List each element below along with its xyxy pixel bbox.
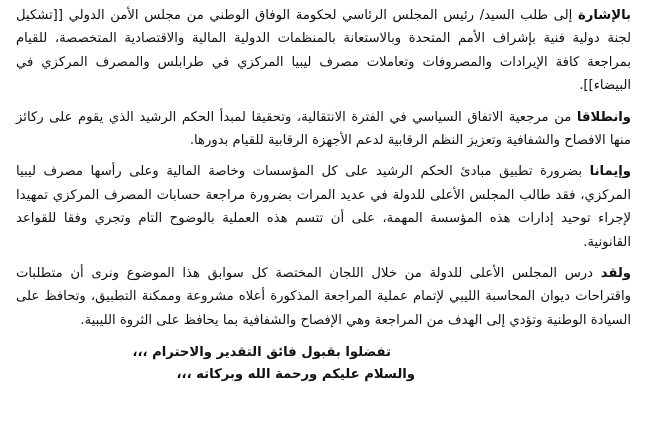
paragraph-text: إلى طلب السيد/ رئيس المجلس الرئاسي لحكومة الوفاق الوطني من مجلس الأمن الدولي [[تشكيل لجنة دولية فنية بإشراف الأمم المتحدة وبالاستعانة بالمنظمات الدولية المالية والاقتصادية المتخصصة، للقيام بمراجعة كافة الإيرادات والمصروفات وتعاملات مصرف ليبيا المركزي في طرابلس والمصرف المركزي في البيضاء]]. (16, 8, 631, 94)
paragraph-lead: ولقد (600, 266, 631, 282)
paragraph-lead: بالإشارة (577, 8, 631, 23)
closing-regards: تفضلوا بقبول فائق التقدير والاحترام ،،، (132, 345, 391, 361)
paragraph-lead: وانطلاقا (576, 109, 631, 125)
paragraph-lead: وإيمانا (589, 164, 631, 180)
paragraph-good-governance (16, 160, 631, 254)
paragraph-political-agreement (16, 106, 631, 153)
closing-salutation: والسلام عليكم ورحمة الله وبركاته ،،، (176, 367, 415, 383)
paragraph-text: بضرورة تطبيق مبادئ الحكم الرشيد على كل المؤسسات وخاصة المالية وعلى رأسها مصرف ليبيا المركزي، فقد طالب المجلس الأعلى للدولة في عديد المرات بضرورة مراجعة حسابات المصرف المركزي تمهيدا لإجراء توحيد إدارات هذه المؤسسة المهمة، على أن تتسم هذه العملية بالوضوح التام وتجري وفقا للقواعد القانونية. (16, 164, 631, 250)
paragraph-reference (16, 4, 631, 98)
paragraph-text: درس المجلس الأعلى للدولة من خلال اللجان المختصة كل سوابق هذا الموضوع ونرى أن متطلبات واقتراحات ديوان المحاسبة الليبي لإتمام عملية المراجعة المذكورة أعلاه مشروعة وممكنة التطبيق، وتحافظ على السيادة الوطنية وتؤدي إلى الهدف من المراجعة وهي الإفصاح والشفافية بما يحافظ على الثروة الليبية. (16, 266, 631, 328)
paragraph-council-review (16, 262, 631, 332)
paragraph-text: من مرجعية الاتفاق السياسي في الفترة الانتقالية، وتحقيقا لمبدأ الحكم الرشيد الذي يقوم على ركائز منها الافصاح والشفافية وتعزيز النظم الرقابية لدعم الأجهزة الرقابية للقيام بدورها. (16, 109, 631, 149)
closing-block (16, 342, 631, 386)
